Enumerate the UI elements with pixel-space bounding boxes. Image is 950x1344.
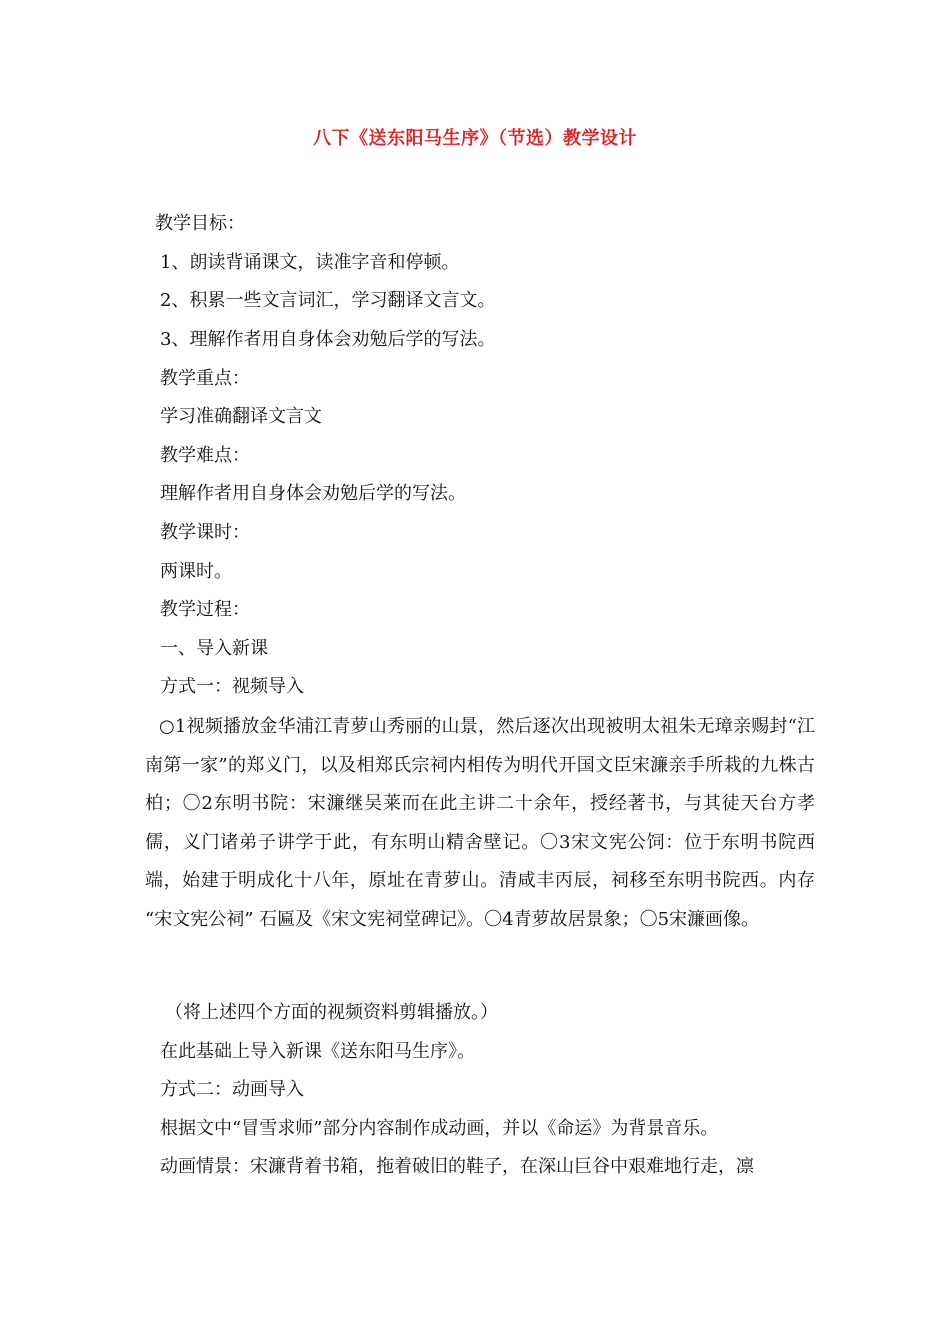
- text-line: 方式二：动画导入: [160, 1079, 304, 1100]
- text-line: 教学目标：: [155, 213, 245, 234]
- text-line: 学习准确翻译文言文: [160, 406, 322, 427]
- video-paragraph: ○1视频播放金华浦江青萝山秀丽的山景，然后逐次出现被明太祖朱无璋亲赐封“江南第一家”的郑义门，以及相郑氏宗祠内相传为明代开国文臣宋濂亲手所栽的九株古柏；〇2东明书院：宋濂继吴莱而在此主讲二十余年，授经著书，与其徒天台方孝儒，义门诸弟子讲学于此，有东明山精舍壁记。〇3宋文宪公饲：位于东明书院西端，始建于明成化十八年，原址在青萝山。清咸丰丙辰，祠移至东明书院西。内存 “宋文宪公祠” 石匾及《宋文宪祠堂碑记》。〇4青萝故居景象；〇5宋濂画像。: [145, 716, 815, 930]
- text-line: 3、理解作者用自身体会劝勉后学的写法。: [160, 329, 496, 350]
- text-line: 动画情景：宋濂背着书箱，拖着破旧的鞋子，在深山巨谷中艰难地行走，凛: [160, 1156, 754, 1177]
- text-line: 教学课时：: [160, 522, 250, 543]
- document-title: 八下《送东阳马生序》（节选）教学设计: [313, 128, 637, 149]
- text-line: 2、积累一些文言词汇，学习翻译文言文。: [160, 290, 496, 311]
- text-line: （将上述四个方面的视频资料剪辑播放。）: [165, 1002, 498, 1023]
- text-line: 根据文中“冒雪求师”部分内容制作成动画，并以《命运》为背景音乐。: [160, 1118, 719, 1139]
- text-line: 教学重点：: [160, 368, 250, 389]
- text-line: 教学难点：: [160, 445, 250, 466]
- text-line: 两课时。: [160, 561, 232, 582]
- text-line: 1、朗读背诵课文，读准字音和停顿。: [160, 252, 460, 273]
- text-line: 一、导入新课: [160, 638, 268, 659]
- text-line: 理解作者用自身体会劝勉后学的写法。: [160, 483, 466, 504]
- text-line: 教学过程：: [160, 599, 250, 620]
- text-line: 方式一：视频导入: [160, 676, 304, 697]
- text-line: 在此基础上导入新课《送东阳马生序》。: [160, 1041, 475, 1062]
